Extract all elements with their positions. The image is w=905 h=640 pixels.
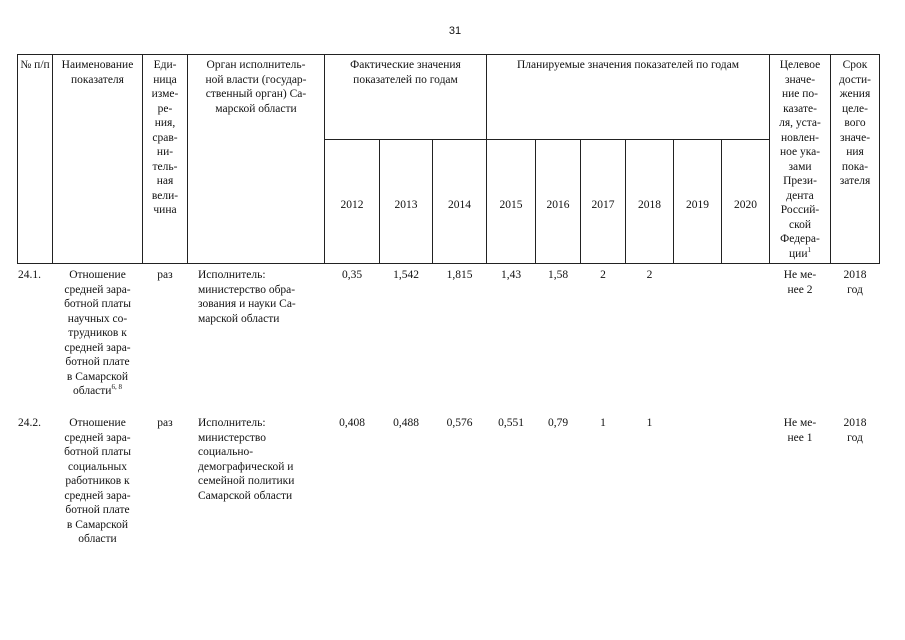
row-number: 24.1. [18, 269, 41, 281]
value-2018: 2 [646, 269, 653, 281]
year-2014: 2014 [448, 199, 471, 211]
target-value: Не ме- нее 1 [783, 417, 817, 444]
value-2014: 1,815 [446, 269, 473, 281]
indicator-name: Отношение средней зара- ботной платы научных со- трудников к средней зара- ботной плате в Самарской области$^{6, 8}$ [64, 269, 131, 397]
deadline: 2018 год [843, 269, 867, 296]
indicator-name: Отношение средней зара- ботной платы социальных работников к средней зара- ботной плате в Самарской области [64, 417, 131, 545]
year-2020: 2020 [734, 199, 757, 211]
value-2018: 1 [646, 417, 653, 429]
col-divider [486, 54, 487, 264]
value-2012: 0,408 [339, 417, 365, 429]
year-2016: 2016 [546, 199, 570, 211]
table-header-bottom-border [17, 263, 880, 264]
header-organ: Орган исполнитель- ной власти (государ- ственный орган) Са- марской области [205, 59, 307, 115]
header-unit: Еди- ница изме- ре- ния, срав- ни- тель- ная вели- чина [151, 59, 179, 216]
table-top-border [17, 54, 880, 55]
indicator-table [17, 54, 880, 264]
header-name: Наименование показателя [61, 59, 134, 86]
header-actual-values: Фактические значения показателей по годам [350, 59, 461, 86]
value-2015: 0,551 [498, 417, 524, 429]
value-2017: 2 [600, 269, 606, 281]
page-number: 31 [448, 25, 462, 37]
value-2013: 0,488 [393, 417, 419, 429]
years-divider-line [324, 139, 770, 140]
value-2013: 1,542 [393, 269, 419, 281]
value-2012: 0,35 [341, 269, 363, 281]
executive-organ: Исполнитель: министерство социально- демографической и семейной политики Самарской области [198, 417, 295, 502]
table-right-border [879, 54, 880, 264]
year-2018: 2018 [638, 199, 661, 211]
unit: раз [157, 417, 173, 429]
deadline: 2018 год [843, 417, 867, 444]
table-left-border [17, 54, 18, 264]
row-number: 24.2. [18, 417, 41, 429]
header-deadline: Срок дости- жения целе- вого значе- ния пока- зателя [838, 59, 871, 187]
year-2019: 2019 [686, 199, 709, 211]
value-2015: 1,43 [500, 269, 522, 281]
header-target-value: Целевое значе- ние по- казате- ля, уста- новлен- ное ука- зами Прези- дента Россий- ской Федера- ции$^1$ [779, 59, 821, 260]
value-2014: 0,576 [446, 417, 473, 429]
unit: раз [157, 269, 173, 281]
year-2013: 2013 [394, 199, 418, 211]
value-2016: 1,58 [547, 269, 569, 281]
value-2017: 1 [600, 417, 606, 429]
target-value: Не ме- нее 2 [783, 269, 817, 296]
executive-organ: Исполнитель: министерство обра- зования и науки Са- марской области [198, 269, 296, 325]
year-2012: 2012 [340, 199, 364, 211]
value-2016: 0,79 [547, 417, 569, 429]
header-num: № п/п [20, 59, 50, 71]
header-planned-values: Планируемые значения показателей по годам [516, 59, 740, 71]
year-2017: 2017 [591, 199, 615, 211]
year-2015: 2015 [499, 199, 523, 211]
